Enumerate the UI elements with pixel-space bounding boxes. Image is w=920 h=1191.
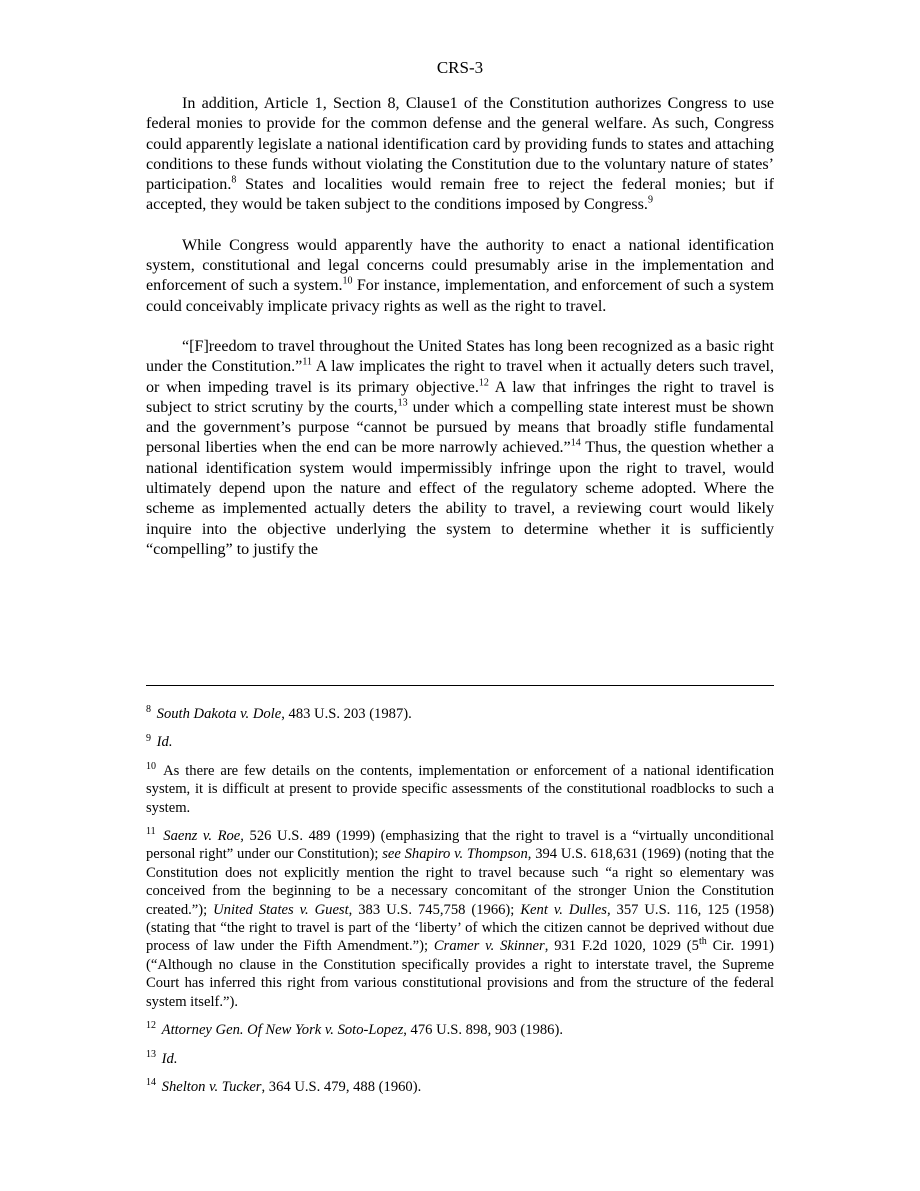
paragraph-2-text-b: For instance, implementation, and enforcement of such a system could conceivably implicate privacy rights as well as the right to travel.: [146, 277, 774, 315]
footnote-12-text: , 476 U.S. 898, 903 (1986).: [403, 1022, 563, 1039]
paragraph-2-text-a: While Congress would apparently have the authority to enact a national identification system, constitutional and legal concerns could presumably arise in the implementation and enforcement of such a system.: [146, 236, 774, 295]
page-number-header: CRS-3: [436, 58, 484, 77]
footnote-8-case: South Dakota v. Dole: [156, 706, 282, 722]
footnote-11-case-2: see Shapiro v. Thompson: [382, 846, 528, 863]
footnote-11-text-3: , 383 U.S. 745,758 (1966);: [348, 901, 521, 918]
footnote-separator-rule: [146, 685, 774, 686]
footnote-12-case: Attorney Gen. Of New York v. Soto-Lopez: [161, 1022, 404, 1039]
paragraph-3-text-e: Thus, the question whether a national identification system would impermissibly infringe upon the right to travel, would ultimately depend upon the nature and effect of the regulatory scheme adopted. Where the scheme as implemented actually deters the ability to travel, a reviewing court would likely inquire into the objective underlying the system to determine whether it is sufficiently “compelling” to justify the: [146, 439, 774, 558]
footnote-10-text: As there are few details on the contents, implementation or enforcement of a national identification system, it is difficult at present to provide specific assessments of the constitutional roadblocks to such a system.: [146, 762, 774, 816]
footnote-14-case: Shelton v. Tucker: [161, 1078, 262, 1095]
footnote-12-number: 12: [146, 1020, 156, 1032]
footnote-ref-12[interactable]: 12: [478, 377, 489, 389]
footnote-11-case-4: Kent v. Dulles: [520, 901, 607, 918]
footnote-11: [146, 827, 774, 1011]
paragraph-3-text-b: A law implicates the right to travel when it actually deters such travel, or when impeding travel is its primary objective.: [146, 358, 774, 396]
footnote-14-text: , 364 U.S. 479, 488 (1960).: [261, 1078, 422, 1095]
footnote-8: [146, 705, 774, 723]
footnote-11-text-2: , 394 U.S. 618,631 (1969) (noting that the Constitution does not explicitly mention the right to travel because such “a right so elementary was conceived from the beginning to be a necessary concomitant of the stronger Union the Constitution created.”);: [146, 846, 774, 918]
footnote-13-number: 13: [146, 1048, 156, 1060]
footnote-11-text-1: 526 U.S. 489 (1999) (emphasizing that the right to travel is a “virtually unconditional personal right” under our Constitution);: [146, 828, 774, 863]
footnote-14: [146, 1078, 774, 1096]
footnote-13: [146, 1050, 774, 1068]
footnote-13-case: Id.: [161, 1050, 178, 1067]
footnote-ref-9[interactable]: 9: [647, 195, 653, 207]
footnote-9: [146, 733, 774, 751]
paragraph-3-text-c: A law that infringes the right to travel is subject to strict scrutiny by the courts,: [146, 378, 774, 416]
footnote-ref-11[interactable]: 11: [302, 356, 312, 368]
footnote-ref-14[interactable]: 14: [570, 438, 581, 450]
paragraph-1-text-b: States and localities would remain free to reject the federal monies; but if accepted, they would be taken subject to the conditions imposed by Congress.: [146, 176, 774, 214]
footnote-10-number: 10: [146, 760, 156, 772]
footnote-9-case: Id.: [156, 734, 173, 751]
footnote-ref-8[interactable]: 8: [231, 174, 237, 186]
body-text: [146, 94, 774, 580]
footnote-11-case-3: United States v. Guest: [213, 901, 349, 918]
paragraph-1-text-a: In addition, Article 1, Section 8, Clause1 of the Constitution authorizes Congress to use federal monies to provide for the common defense and the general welfare. As such, Congress could apparently legislate a national identification card by providing funds to states and attaching conditions to these funds without violating the Constitution due to the voluntary nature of states’ participation.: [146, 95, 774, 194]
footnote-11-number: 11: [146, 826, 156, 838]
paragraph-1: [146, 94, 774, 216]
footnote-11-text-5: , 931 F.2d 1020, 1029 (5: [544, 938, 699, 955]
paragraph-3-text-d: under which a compelling state interest must be shown and the government’s purpose “cannot be pursued by means that broadly stifle fundamental personal liberties when the end can be more narrowly achieved.”: [146, 398, 774, 457]
footnote-11-case-1: Saenz v. Roe,: [163, 828, 244, 845]
footnote-11-text-4: , 357 U.S. 116, 125 (1958) (stating that “the right to travel is part of the ‘liberty’ of which the citizen cannot be deprived without due process of law under the Fifth Amendment.”);: [146, 901, 774, 955]
paragraph-3: [146, 337, 774, 560]
footnote-8-text: , 483 U.S. 203 (1987).: [281, 706, 412, 722]
footnote-10: [146, 762, 774, 817]
paragraph-2: [146, 236, 774, 317]
footnote-8-number: 8: [146, 704, 151, 716]
footnote-11-text-6: Cir. 1991) (“Although no clause in the Constitution specifically provides a right to interstate travel, the Supreme Court has inferred this right from various constitutional provisions and from the structure of the federal system itself.”).: [146, 938, 775, 1010]
footnote-9-number: 9: [146, 732, 151, 744]
footnotes-section: [146, 705, 774, 1106]
footnote-11-ordinal-suffix: th: [698, 936, 707, 948]
footnote-11-case-5: Cramer v. Skinner: [433, 938, 545, 955]
paragraph-3-text-a: “[F]reedom to travel throughout the United States has long been recognized as a basic right under the Constitution.”: [146, 337, 774, 376]
footnote-ref-10[interactable]: 10: [342, 276, 353, 288]
footnote-ref-13[interactable]: 13: [397, 397, 408, 409]
footnote-12: [146, 1021, 774, 1039]
footnote-14-number: 14: [146, 1077, 156, 1089]
